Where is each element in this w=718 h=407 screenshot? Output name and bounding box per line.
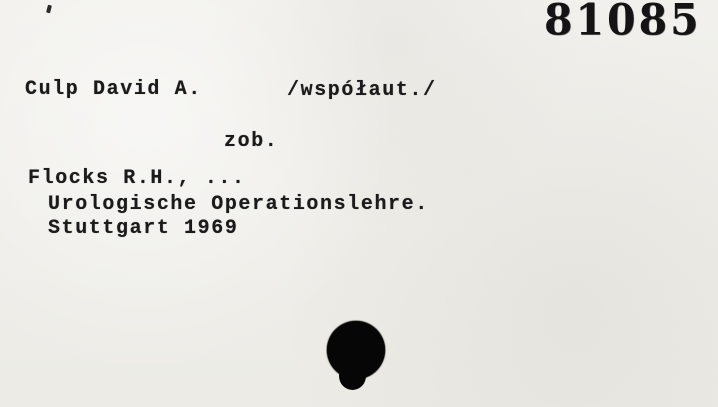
punch-hole-bump [339, 362, 366, 390]
added-entry-name: Culp David A. [25, 78, 202, 101]
see-reference-word: zob. [224, 130, 279, 153]
added-entry-qualifier: /współaut./ [287, 79, 437, 102]
ink-speck [46, 5, 52, 14]
accession-number-stamp: 81085 [544, 0, 702, 46]
main-entry-title: Urologische Operationslehre. [48, 193, 429, 216]
main-entry-author: Flocks R.H., ... [28, 167, 246, 190]
main-entry-imprint: Stuttgart 1969 [48, 217, 239, 240]
